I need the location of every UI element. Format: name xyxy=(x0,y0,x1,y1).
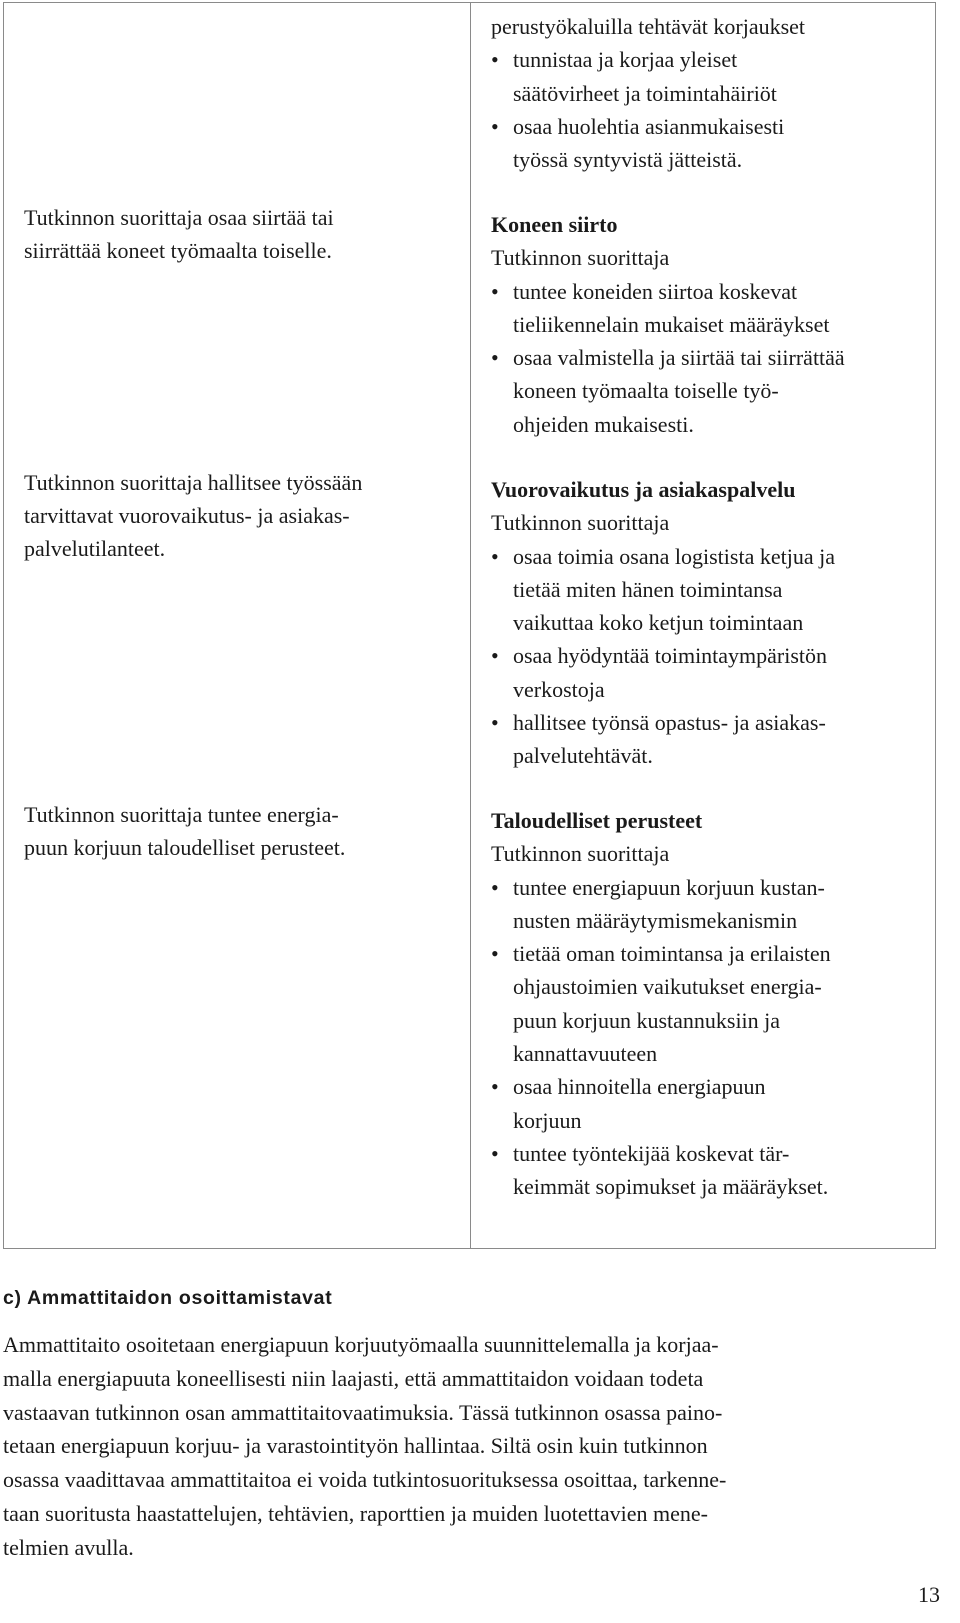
list-item: • tuntee työntekijää koskevat tär- keimmät sopimukset ja määräykset. xyxy=(491,1137,931,1204)
list-item: • osaa valmistella ja siirtää tai siirrättää koneen työmaalta toiselle työ- ohjeiden mukaisesti. xyxy=(491,341,931,441)
body-paragraph: Ammattitaito osoitetaan energiapuun korjuutyömaalla suunnittelemalla ja korjaa- malla energiapuuta koneellisesti niin laajasti, että ammattitaidon voidaan todeta vastaavan tutkinnon osan ammattitaitovaatimuksia. Tässä tutkinnon osassa paino- tetaan energiapuun korjuu- ja varastointityön hallintaa. Siltä osin kuin tutkinnon osassa vaadittavaa ammattitaitoa ei voida tutkintosuorituksessa osoittaa, tarkenne- taan suoritusta haastattelujen, tehtävien, raporttien ja muiden luotettavien mene- telmien avulla. xyxy=(3,1332,727,1560)
section-taloudelliset-perusteet: Taloudelliset perusteet Tutkinnon suorittaja • tuntee energiapuun korjuun kustan- nusten määräytymismekanismin • tietää oman toimintansa ja erilaisten ohjaustoimien vaikutukset energia- puun korjuun kustannuksiin ja kannattavuuteen • osaa hinnoitella energiapuun korjuun • tuntee työntekijää koskevat tär- keimmät sopimukset ja määräykset. xyxy=(491,804,931,1204)
bullet-icon: • xyxy=(491,1140,499,1166)
list-item: • osaa hyödyntää toimintaympäristön verkostoja xyxy=(491,639,931,706)
list-item: • tuntee koneiden siirtoa koskevat tieliikennelain mukaiset määräykset xyxy=(491,275,931,342)
bullet-icon: • xyxy=(491,941,499,967)
column-divider xyxy=(470,3,471,1248)
bullet-icon: • xyxy=(491,543,499,569)
section-heading: Vuorovaikutus ja asiakaspalvelu xyxy=(491,477,796,502)
page-number: 13 xyxy=(918,1582,940,1607)
bullet-icon: • xyxy=(491,710,499,736)
section-vuorovaikutus: Vuorovaikutus ja asiakaspalvelu Tutkinnon suorittaja • osaa toimia osana logistista ketjua ja tietää miten hänen toimintansa vaikuttaa koko ketjun toimintaan • osaa hyödyntää toimintaympäristön verkostoja • hallitsee työnsä opastus- ja asiakas- palvelutehtävät. xyxy=(491,473,931,773)
list-item: • hallitsee työnsä opastus- ja asiakas- palvelutehtävät. xyxy=(491,706,931,773)
bullet-icon: • xyxy=(491,874,499,900)
section-title: c) Ammattitaidon osoittamistavat xyxy=(3,1287,333,1309)
list-item: • tunnistaa ja korjaa yleiset säätövirheet ja toimintahäiriöt xyxy=(491,43,931,110)
bullet-icon: • xyxy=(491,278,499,304)
left-criterion-taloudelliset: Tutkinnon suorittaja tuntee energia- puun korjuun taloudelliset perusteet. xyxy=(24,802,346,860)
list-item: • osaa hinnoitella energiapuun korjuun xyxy=(491,1070,931,1137)
section-koneen-siirto: Koneen siirto Tutkinnon suorittaja • tuntee koneiden siirtoa koskevat tieliikennelain mukaiset määräykset • osaa valmistella ja siirtää tai siirrättää koneen työmaalta toiselle työ- ohjeiden mukaisesti. xyxy=(491,208,931,441)
left-criterion-siirto: Tutkinnon suorittaja osaa siirtää tai siirrättää koneet työmaalta toiselle. xyxy=(24,205,334,263)
section-heading: Koneen siirto xyxy=(491,212,618,237)
section-heading: Taloudelliset perusteet xyxy=(491,808,703,833)
bullet-icon: • xyxy=(491,643,499,669)
right-continuation: perustyökaluilla tehtävät korjaukset • tunnistaa ja korjaa yleiset säätövirheet ja toimintahäiriöt • osaa huolehtia asianmukaisesti työssä syntyvistä jätteistä. xyxy=(491,10,931,176)
list-item: • osaa huolehtia asianmukaisesti työssä syntyvistä jätteistä. xyxy=(491,110,931,177)
bullet-icon: • xyxy=(491,113,499,139)
list-item: • osaa toimia osana logistista ketjua ja tietää miten hänen toimintansa vaikuttaa koko ketjun toimintaan xyxy=(491,540,931,640)
list-item: • tuntee energiapuun korjuun kustan- nusten määräytymismekanismin xyxy=(491,871,931,938)
left-criterion-vuorovaikutus: Tutkinnon suorittaja hallitsee työssään tarvittavat vuorovaikutus- ja asiakas- palvelutilanteet. xyxy=(24,470,363,561)
criteria-table xyxy=(3,2,936,1249)
bullet-icon: • xyxy=(491,1074,499,1100)
bullet-icon: • xyxy=(491,47,499,73)
list-item: • tietää oman toimintansa ja erilaisten ohjaustoimien vaikutukset energia- puun korjuun kustannuksiin ja kannattavuuteen xyxy=(491,937,931,1070)
bullet-icon: • xyxy=(491,345,499,371)
